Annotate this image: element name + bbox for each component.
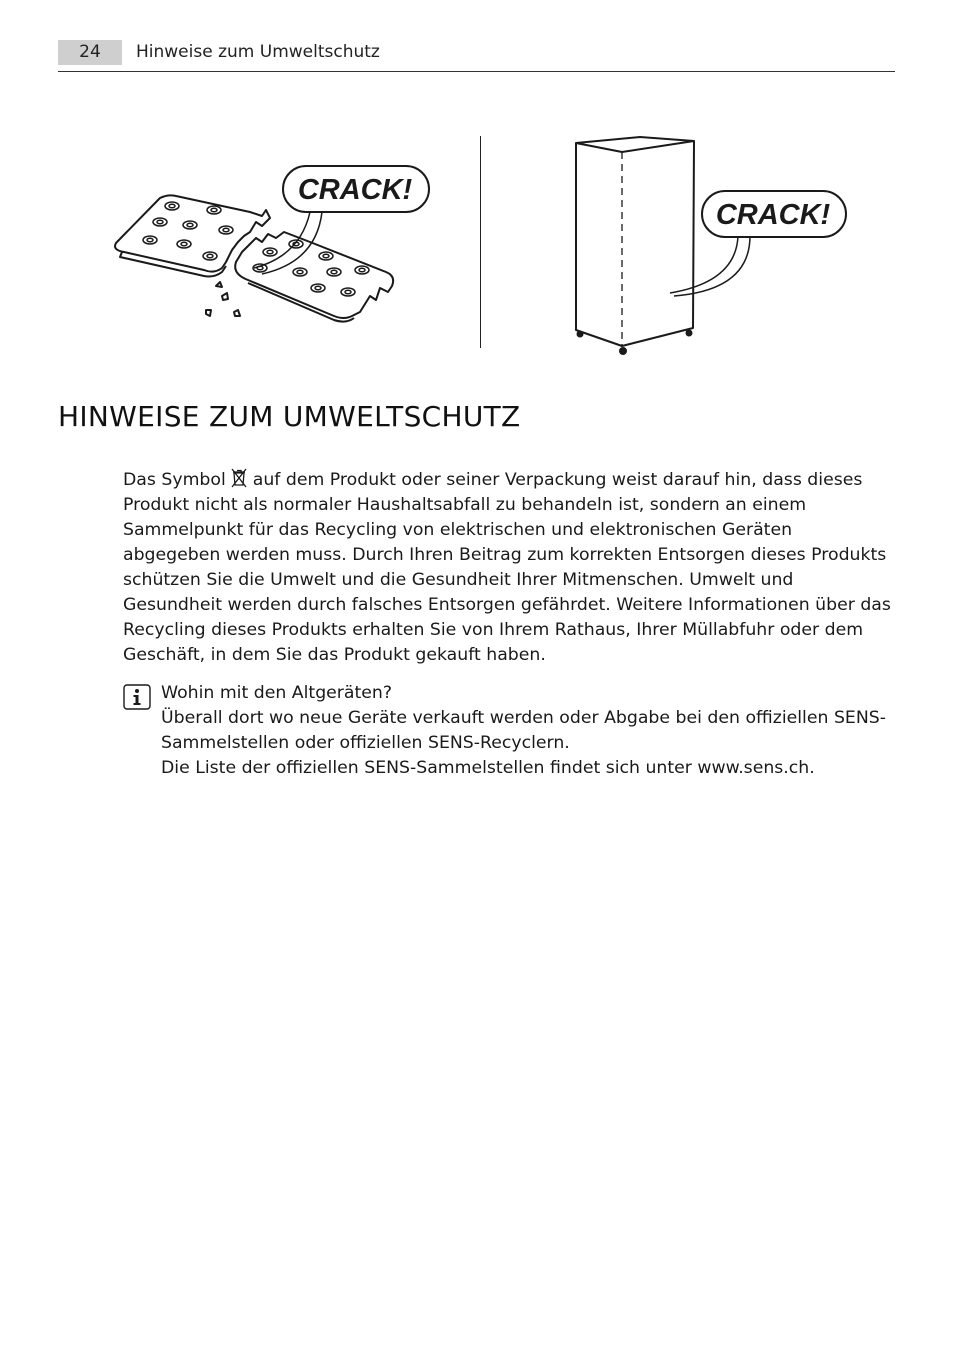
page-number: 24 — [58, 40, 122, 65]
info-icon — [123, 684, 151, 710]
info-line-1: Überall dort wo neue Geräte verkauft werden oder Abgabe bei den offiziellen SENS-Sammelstellen oder offiziellen SENS-Recyclern. — [161, 708, 886, 753]
right-crack-label: CRACK! — [715, 199, 831, 231]
crossed-out-bin-icon — [231, 468, 247, 488]
info-line-2: Die Liste der offiziellen SENS-Sammelstellen findet sich unter www.sens.ch. — [161, 758, 815, 778]
page-header — [58, 40, 895, 72]
paragraph-start: Das Symbol — [123, 470, 232, 490]
section-heading: HINWEISE ZUM UMWELTSCHUTZ — [58, 400, 521, 433]
running-title: Hinweise zum Umweltschutz — [136, 42, 380, 62]
left-crack-label: CRACK! — [297, 174, 413, 206]
illustration-divider — [480, 136, 481, 348]
info-text — [161, 681, 893, 781]
body-paragraph — [123, 468, 893, 668]
info-title: Wohin mit den Altgeräten? — [161, 683, 393, 703]
appliance-illustration — [576, 137, 846, 354]
paragraph-rest: auf dem Produkt oder seiner Verpackung weist darauf hin, dass dieses Produkt nicht als normaler Haushaltsabfall zu behandeln ist, sondern an einem Sammelpunkt für das Recycling von elektrischen und elektronischen Geräten abgegeben werden muss. Durch Ihren Beitrag zum korrekten Entsorgen dieses Produkts schützen Sie die Umwelt und die Gesundheit Ihrer Mitmenschen. Umwelt und Gesundheit werden durch falsches Entsorgen gefährdet. Weitere Informationen über das Recycling dieses Produkts erhalten Sie von Ihrem Rathaus, Ihrer Müllabfuhr oder dem Geschäft, in dem Sie das Produkt gekauft haben. — [123, 470, 891, 665]
